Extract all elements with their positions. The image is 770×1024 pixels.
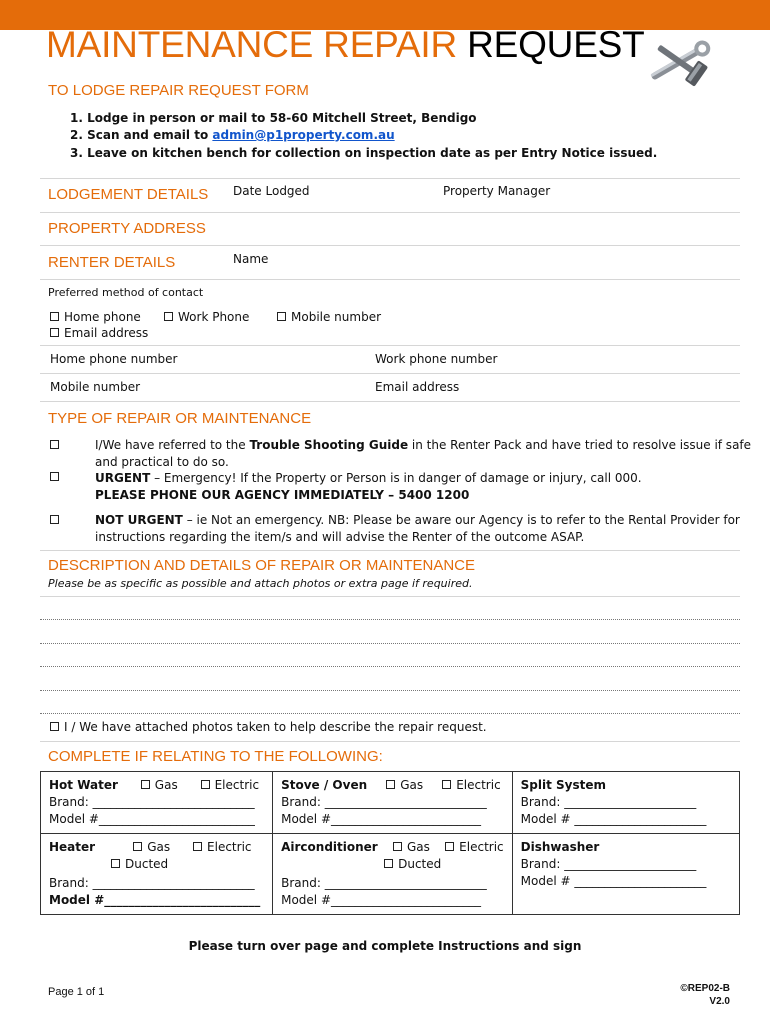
name-label: Name <box>233 252 269 266</box>
work-phone-label: Work phone number <box>375 352 498 366</box>
title-black: REQUEST <box>467 24 645 65</box>
description-line[interactable] <box>40 619 740 620</box>
opt-urgent-line2: PLEASE PHONE OUR AGENCY IMMEDIATELY – 5400 1200 <box>95 488 470 502</box>
tools-icon <box>640 32 720 92</box>
opt-home-phone[interactable]: Home phone <box>50 310 141 324</box>
checkbox-ducted[interactable] <box>111 859 120 868</box>
opt-email[interactable]: Email address <box>50 326 148 340</box>
home-phone-label: Home phone number <box>50 352 178 366</box>
stove-cell: Stove / Oven Gas Electric Brand: ___________________________ Model #_________________________ <box>273 772 513 834</box>
lodge-heading: TO LODGE REPAIR REQUEST FORM <box>48 82 309 99</box>
checkbox-gas[interactable] <box>133 842 142 851</box>
divider <box>40 373 740 374</box>
checkbox-ducted[interactable] <box>384 859 393 868</box>
heater-cell: Heater Gas Electric Ducted Brand: ___________________________ Model #__________________________ <box>41 834 273 915</box>
opt-referred-line2: and practical to do so. <box>95 455 229 469</box>
lodge-item-2-text: 2. Scan and email to <box>70 128 213 142</box>
description-line[interactable] <box>40 713 740 714</box>
checkbox-not-urgent[interactable] <box>50 513 64 527</box>
opt-mobile[interactable]: Mobile number <box>277 310 381 324</box>
airconditioner-cell: Airconditioner Gas Electric Ducted Brand: ___________________________ Model #_________________________ <box>273 834 513 915</box>
divider <box>40 741 740 742</box>
model-field[interactable]: Model # ______________________ <box>520 874 707 888</box>
model-field[interactable]: Model #_________________________ <box>281 812 482 826</box>
opt-not-urgent-line1: NOT URGENT – ie Not an emergency. NB: Please be aware our Agency is to refer to the Rental Provider for <box>95 513 740 527</box>
checkbox-gas[interactable] <box>141 780 150 789</box>
brand-field[interactable]: Brand: ___________________________ <box>49 795 255 809</box>
description-line[interactable] <box>40 666 740 667</box>
email-link[interactable]: admin@p1property.com.au <box>212 128 395 142</box>
checkbox[interactable] <box>164 312 173 321</box>
page-title <box>46 24 645 66</box>
brand-field[interactable]: Brand: ___________________________ <box>49 876 255 890</box>
email-label: Email address <box>375 380 460 394</box>
brand-field[interactable]: Brand: ______________________ <box>520 795 697 809</box>
checkbox[interactable] <box>50 328 59 337</box>
model-field[interactable]: Model #__________________________ <box>49 893 261 907</box>
checkbox-gas[interactable] <box>393 842 402 851</box>
checkbox-electric[interactable] <box>442 780 451 789</box>
model-field[interactable]: Model #_________________________ <box>281 893 482 907</box>
opt-not-urgent-line2: instructions regarding the item/s and will advise the Renter of the outcome ASAP. <box>95 530 585 544</box>
description-line[interactable] <box>40 690 740 691</box>
checkbox-electric[interactable] <box>193 842 202 851</box>
brand-field[interactable]: Brand: ___________________________ <box>281 795 487 809</box>
checkbox[interactable] <box>50 312 59 321</box>
form-code-id: ©REP02-B <box>680 983 730 994</box>
property-address-heading: PROPERTY ADDRESS <box>48 220 206 237</box>
divider <box>40 245 740 246</box>
description-line[interactable] <box>40 643 740 644</box>
opt-referred-line1: I/We have referred to the Trouble Shooting Guide in the Renter Pack and have tried to resolve issue if safe <box>95 438 752 452</box>
form-version: V2.0 <box>709 996 730 1007</box>
model-field[interactable]: Model # ______________________ <box>520 812 707 826</box>
dishwasher-cell: Dishwasher Brand: ______________________ Model # ______________________ <box>512 834 739 915</box>
brand-field[interactable]: Brand: ___________________________ <box>281 876 487 890</box>
page-number: Page 1 of 1 <box>48 986 105 998</box>
checkbox-electric[interactable] <box>201 780 210 789</box>
brand-field[interactable]: Brand: ______________________ <box>520 857 697 871</box>
photos-attached-option[interactable]: I / We have attached photos taken to help describe the repair request. <box>50 720 487 734</box>
divider <box>40 345 740 346</box>
description-heading: DESCRIPTION AND DETAILS OF REPAIR OR MAINTENANCE <box>48 557 476 574</box>
divider <box>40 550 740 551</box>
date-lodged-label: Date Lodged <box>233 184 310 198</box>
appliance-table <box>40 771 740 915</box>
title-orange: MAINTENANCE REPAIR <box>46 24 457 65</box>
checkbox-urgent[interactable] <box>50 470 64 484</box>
checkbox-gas[interactable] <box>386 780 395 789</box>
property-manager-label: Property Manager <box>443 184 551 198</box>
checkbox-referred[interactable] <box>50 438 64 452</box>
lodge-item-3: 3. Leave on kitchen bench for collection on inspection date as per Entry Notice issued. <box>70 146 658 160</box>
lodge-item-1: 1. Lodge in person or mail to 58-60 Mitchell Street, Bendigo <box>70 111 477 125</box>
mobile-label: Mobile number <box>50 380 141 394</box>
appliances-heading: COMPLETE IF RELATING TO THE FOLLOWING: <box>48 748 383 765</box>
lodge-item-2 <box>70 128 395 142</box>
lodgement-heading: LODGEMENT DETAILS <box>48 186 209 203</box>
form-code <box>680 982 730 1008</box>
turn-over-note: Please turn over page and complete Instructions and sign <box>188 939 582 953</box>
checkbox[interactable] <box>277 312 286 321</box>
renter-heading: RENTER DETAILS <box>48 254 176 271</box>
repair-type-heading: TYPE OF REPAIR OR MAINTENANCE <box>48 410 312 427</box>
divider <box>40 212 740 213</box>
model-field[interactable]: Model #__________________________ <box>49 812 255 826</box>
divider <box>40 178 740 179</box>
description-subtitle: Please be as specific as possible and attach photos or extra page if required. <box>48 577 473 590</box>
checkbox-electric[interactable] <box>445 842 454 851</box>
divider <box>40 401 740 402</box>
divider <box>40 279 740 280</box>
opt-work-phone[interactable]: Work Phone <box>164 310 249 324</box>
hot-water-cell: Hot Water Gas Electric Brand: ___________________________ Model #__________________________ <box>41 772 273 834</box>
checkbox[interactable] <box>50 722 59 731</box>
preferred-contact-label: Preferred method of contact <box>48 286 204 299</box>
split-system-cell: Split System Brand: ______________________ Model # ______________________ <box>512 772 739 834</box>
divider <box>40 596 740 597</box>
opt-urgent-line1: URGENT – Emergency! If the Property or Person is in danger of damage or injury, call 000. <box>95 471 642 485</box>
